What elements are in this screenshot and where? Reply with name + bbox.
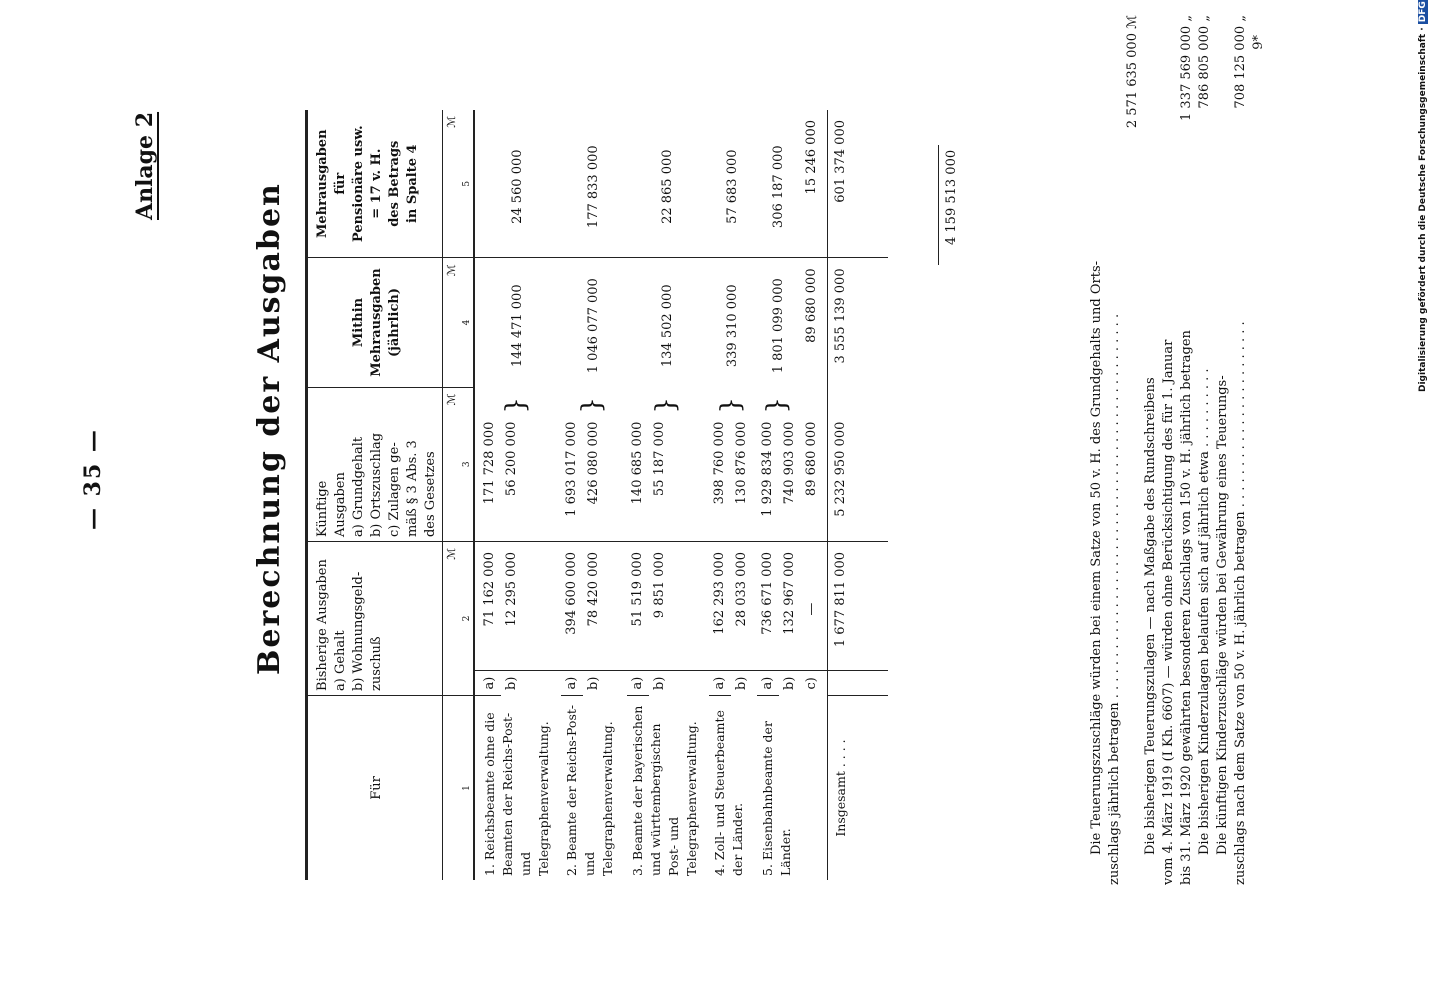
future-value: 398 760 000 xyxy=(709,412,731,542)
header-col4: Mithin Mehrausgaben (jährlich) xyxy=(307,258,443,387)
sub-key: c) xyxy=(804,677,819,690)
annex-label: Anlage 2 xyxy=(132,111,158,220)
more-value-c: 89 680 000 xyxy=(804,268,819,343)
header-col2: Bisherige Ausgaben a) Gehalt b) Wohnungsgeld- zuschuß xyxy=(307,542,443,696)
unit-col5: ℳ xyxy=(443,110,462,258)
prev-value: 78 420 000 xyxy=(583,542,627,671)
table-row xyxy=(474,110,501,880)
prev-value: 132 967 000 xyxy=(779,542,801,671)
pension-value: 57 683 000 xyxy=(709,110,757,258)
more-value: 339 310 000 xyxy=(725,284,740,368)
pension-value-c: 15 246 000 xyxy=(801,110,828,258)
prev-value: 162 293 000 xyxy=(709,542,731,671)
total-future: 5 232 950 000 xyxy=(828,412,889,542)
future-value: 1 693 017 000 xyxy=(561,412,583,542)
future-value: 740 903 000 xyxy=(779,412,801,542)
signature-line xyxy=(1250,15,1268,885)
text-line: Die bisherigen Kinderzulagen belaufen sich auf jährlich etwa . . . . . . . . . . xyxy=(1197,368,1212,855)
colnum-1: 1 xyxy=(461,695,474,880)
row-label: 4. Zoll- und Steuerbeamte der Länder. xyxy=(712,710,745,876)
total-more: 3 555 139 000 xyxy=(828,258,889,387)
sub-key: b) xyxy=(652,676,667,690)
header-col1: Für xyxy=(307,695,443,880)
more-value: 134 502 000 xyxy=(660,284,675,368)
table-header-row xyxy=(307,110,443,880)
sub-key: b) xyxy=(504,676,519,690)
pension-value: 177 833 000 xyxy=(561,110,627,258)
paragraph-1-amount xyxy=(1124,15,1142,885)
brace: } xyxy=(500,397,531,414)
total-label: Insgesamt . . . . xyxy=(828,695,889,880)
table-row xyxy=(561,110,583,880)
amount: 2 571 635 000 ℳ xyxy=(1125,15,1140,129)
sub-key: a) xyxy=(757,671,779,696)
brace: } xyxy=(761,397,792,414)
row-label: 3. Beamte der bayerischen und württembergischen Post- und Telegraphenverwaltung. xyxy=(630,705,699,876)
text-line: Die bisherigen Teuerungszulagen — nach Maßgabe des Rundschreibens xyxy=(1143,377,1158,855)
prev-value: 394 600 000 xyxy=(561,542,583,671)
row-label: 1. Reichsbeamte ohne die Beamten der Reichs-Post- und Telegraphenverwaltung. xyxy=(482,712,551,876)
text-line: Die Teuerungszuschläge würden bei einem Satze von 50 v. H. des Grundgehalts und Orts- xyxy=(1089,260,1104,855)
brace: } xyxy=(715,397,746,414)
grand-total: 4 159 513 000 xyxy=(944,149,959,245)
future-value: 56 200 000 xyxy=(501,412,561,542)
text-line: zuschlags nach dem Satze von 50 v. H. jährlich betragen . . . . . . . . . . . . . . . . . . . . . . . xyxy=(1233,321,1248,885)
table-row xyxy=(627,110,649,880)
prev-value: 28 033 000 xyxy=(731,542,757,671)
unit-col3: ℳ xyxy=(443,387,462,541)
sub-key: a) xyxy=(561,671,583,696)
sub-key: b) xyxy=(734,676,749,690)
paragraph-2b xyxy=(1160,15,1178,885)
dfg-logo: DFG xyxy=(1418,1,1428,23)
prev-value: 71 162 000 xyxy=(474,542,501,671)
unit-col2: ℳ xyxy=(443,542,462,696)
row-label: 2. Beamte der Reichs-Post- und Telegraphenverwaltung. xyxy=(564,704,615,876)
future-value: 55 187 000 xyxy=(649,412,709,542)
amount: 786 805 000 „ xyxy=(1197,15,1212,109)
header-col3: Künftige Ausgaben a) Grundgehalt b) Ortszuschlag c) Zulagen ge- mäß § 3 Abs. 3 des Gesetzes xyxy=(307,387,443,541)
column-number-row xyxy=(461,110,474,880)
page-title: Berechnung der Ausgaben xyxy=(252,182,287,675)
future-value: 1 929 834 000 xyxy=(757,412,779,542)
future-value: 140 685 000 xyxy=(627,412,649,542)
sub-key: a) xyxy=(627,671,649,696)
brace: } xyxy=(650,397,681,414)
future-value: 171 728 000 xyxy=(474,412,501,542)
pension-value: 22 865 000 xyxy=(627,110,709,258)
table-row xyxy=(757,110,779,880)
future-value: 89 680 000 xyxy=(801,412,828,542)
brace: } xyxy=(576,397,607,414)
pension-value: 306 187 000 xyxy=(757,110,801,258)
total-row xyxy=(828,110,889,880)
paragraph-2c xyxy=(1178,15,1196,885)
paragraph-3 xyxy=(1196,15,1214,885)
funding-text xyxy=(1418,1,1428,392)
total-prev: 1 677 811 000 xyxy=(828,542,889,671)
pension-value: 24 560 000 xyxy=(474,110,561,258)
prev-value: 736 671 000 xyxy=(757,542,779,671)
paragraph-2a xyxy=(1142,15,1160,885)
paragraph-4a xyxy=(1214,15,1232,885)
future-value: 426 080 000 xyxy=(583,412,627,542)
amount: 708 125 000 „ xyxy=(1233,15,1248,109)
prev-value: 9 851 000 xyxy=(649,542,709,671)
header-col5: Mehrausgaben für Pensionäre usw. = 17 v. H. des Betrags in Spalte 4 xyxy=(307,110,443,258)
sub-key: b) xyxy=(782,676,797,690)
sub-key: b) xyxy=(586,676,601,690)
sub-key: a) xyxy=(709,671,731,696)
sum-line xyxy=(938,145,939,265)
text-line: Die künftigen Kinderzuschläge würden bei Gewährung eines Teuerungs- xyxy=(1215,375,1230,855)
colnum-3: 3 xyxy=(461,387,474,541)
colnum-5: 5 xyxy=(461,110,474,258)
prev-value: 12 295 000 xyxy=(501,542,561,671)
expense-table xyxy=(305,110,888,880)
funding-note xyxy=(1418,1,1432,392)
table-row xyxy=(709,110,731,880)
prev-value: — xyxy=(801,542,828,671)
colnum-4: 4 xyxy=(461,258,474,387)
signature-mark: 9* xyxy=(1251,35,1266,50)
total-pension: 601 374 000 xyxy=(828,110,889,258)
unit-row xyxy=(443,110,462,880)
paragraph-4b xyxy=(1232,15,1250,885)
more-value: 1 801 099 000 xyxy=(771,278,786,374)
text-line: zuschlags jährlich betragen . . . . . . . . . . . . . . . . . . . . . . . . . . . . . . . . . . . . . . . . . . . . . . . xyxy=(1107,313,1122,885)
more-value: 144 471 000 xyxy=(510,284,525,368)
row-label: 5. Eisenbahnbeamte der Länder. xyxy=(760,721,793,876)
colnum-2: 2 xyxy=(461,542,474,696)
prev-value: 51 519 000 xyxy=(627,542,649,671)
paragraph-1a xyxy=(1088,15,1106,885)
text-line: bis 31. März 1920 gewährten besonderen Zuschlags von 150 v. H. jährlich betragen xyxy=(1179,330,1194,885)
page-number: — 35 — xyxy=(80,428,106,530)
body-text xyxy=(1088,15,1268,885)
more-value: 1 046 077 000 xyxy=(586,278,601,374)
sub-key: a) xyxy=(474,671,501,696)
funding-label: Digitalisierung gefördert durch die Deutsche Forschungsgemeinschaft · xyxy=(1418,24,1428,392)
amount: 1 337 569 000 „ xyxy=(1179,15,1194,121)
text-line: vom 4. März 1919 (I Kh. 6607) — würden ohne Berücksichtigung des für 1. Januar xyxy=(1161,339,1176,885)
unit-col4: ℳ xyxy=(443,258,462,387)
paragraph-1b xyxy=(1106,15,1124,885)
future-value: 130 876 000 xyxy=(731,412,757,542)
